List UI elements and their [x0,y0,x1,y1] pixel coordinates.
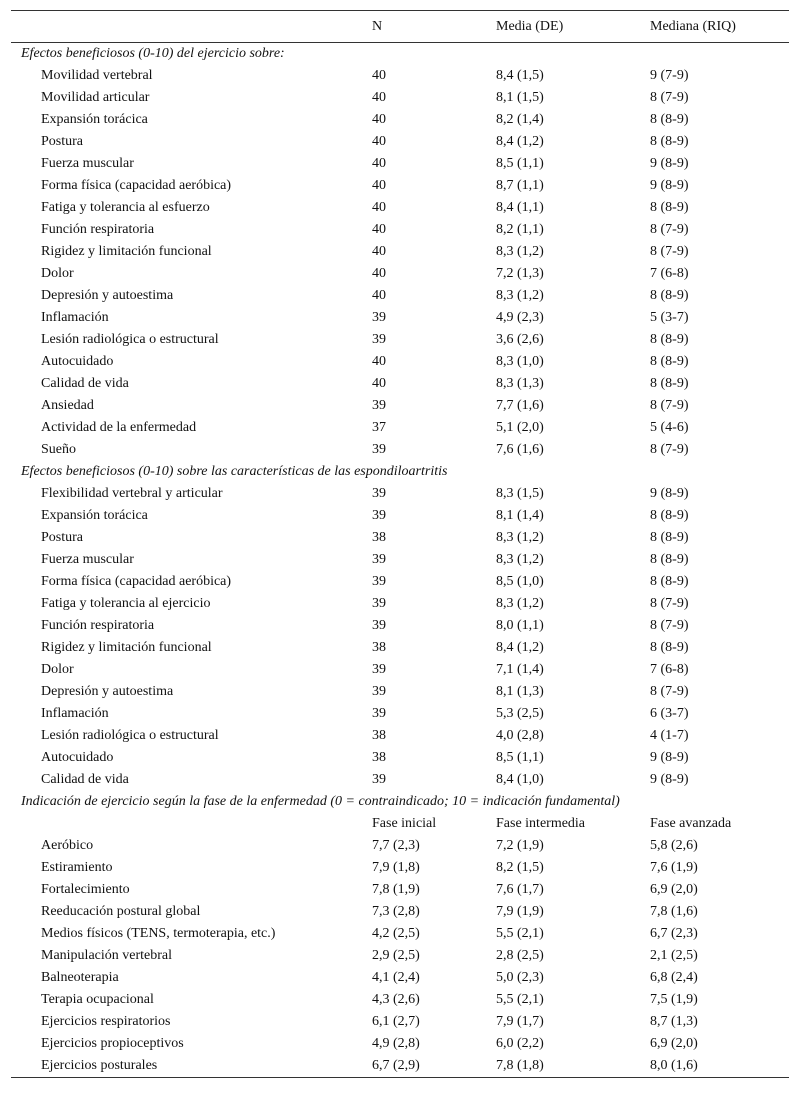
cell-col-2: 8,3 (1,2) [496,552,544,567]
cell-col-2: 4,0 (2,8) [496,728,544,743]
table-row [11,989,789,1011]
table-row [11,65,789,87]
row-label: Forma física (capacidad aeróbica) [41,574,232,589]
row-label: Calidad de vida [41,772,129,787]
cell-col-2: 6,0 (2,2) [496,1036,544,1051]
table-row [11,307,789,329]
cell-col-1: 40 [372,200,386,215]
cell-col-1: 40 [372,156,386,171]
cell-col-1: 39 [372,596,386,611]
cell-col-1: 39 [372,552,386,567]
cell-col-1: 4,9 (2,8) [372,1036,420,1051]
cell-col-2: 8,1 (1,4) [496,508,544,523]
table-row [11,395,789,417]
row-label: Estiramiento [41,860,113,875]
cell-col-2: 8,0 (1,1) [496,618,544,633]
cell-col-2: 8,4 (1,2) [496,134,544,149]
cell-col-2: 8,3 (1,0) [496,354,544,369]
cell-col-1: 40 [372,178,386,193]
cell-col-2: 7,7 (1,6) [496,398,544,413]
cell-col-3: 8 (8-9) [650,332,689,347]
row-label: Inflamación [41,706,109,721]
cell-col-1: 39 [372,442,386,457]
cell-col-3: 8 (7-9) [650,222,689,237]
row-label: Ejercicios posturales [11,1055,362,1078]
cell-col-3: 8 (8-9) [650,376,689,391]
cell-col-1: 6,7 (2,9) [362,1055,486,1078]
table-row [11,197,789,219]
cell-col-3: 8 (8-9) [650,552,689,567]
cell-col-3: 8 (8-9) [650,354,689,369]
data-table [11,10,789,1078]
cell-col-3: 8 (8-9) [650,112,689,127]
cell-col-3: 7,5 (1,9) [650,992,698,1007]
row-label: Movilidad vertebral [41,68,153,83]
cell-col-3: 7 (6-8) [650,662,689,677]
table-row [11,527,789,549]
cell-col-2: 8,1 (1,3) [496,684,544,699]
cell-col-1: 40 [372,266,386,281]
cell-col-1: 6,1 (2,7) [372,1014,420,1029]
section-title: Efectos beneficiosos (0-10) del ejercicio sobre: [21,46,285,61]
cell-col-3: 8 (8-9) [650,640,689,655]
phase-subheader-row [11,813,789,835]
section-title: Efectos beneficiosos (0-10) sobre las características de las espondiloartritis [21,464,448,479]
cell-col-2: 8,2 (1,4) [496,112,544,127]
cell-col-1: 39 [372,508,386,523]
table-row [11,1033,789,1055]
row-label: Sueño [41,442,76,457]
row-label: Dolor [41,662,74,677]
cell-col-2: 7,9 (1,7) [496,1014,544,1029]
cell-col-3: 8 (8-9) [650,508,689,523]
table-row [11,659,789,681]
cell-col-2: 7,8 (1,8) [486,1055,640,1078]
cell-col-2: 8,3 (1,2) [496,596,544,611]
cell-col-1: 2,9 (2,5) [372,948,420,963]
table-row [11,835,789,857]
row-label: Calidad de vida [41,376,129,391]
cell-col-2: 7,2 (1,3) [496,266,544,281]
row-label: Función respiratoria [41,618,155,633]
cell-col-2: 8,4 (1,1) [496,200,544,215]
cell-col-3: 6,9 (2,0) [650,882,698,897]
cell-col-3: 8 (8-9) [650,134,689,149]
cell-col-1: 4,3 (2,6) [372,992,420,1007]
section-title: Indicación de ejercicio según la fase de la enfermedad (0 = contraindicado; 10 = indicación fundamental) [21,794,620,809]
table-row [11,285,789,307]
cell-col-2: 8,5 (1,0) [496,574,544,589]
table-row [11,505,789,527]
table-row [11,329,789,351]
row-label: Postura [41,134,83,149]
cell-col-2: 7,1 (1,4) [496,662,544,677]
cell-col-2: 7,6 (1,6) [496,442,544,457]
cell-col-3: 8 (8-9) [650,530,689,545]
header-cell-median: Mediana (RIQ) [640,11,789,43]
row-label [11,813,362,835]
table-row [11,593,789,615]
cell-col-1: 39 [372,684,386,699]
table-row [11,153,789,175]
row-label: Depresión y autoestima [41,684,174,699]
table-row [11,175,789,197]
cell-col-1: 39 [372,772,386,787]
cell-col-2: 5,5 (2,1) [496,926,544,941]
cell-col-1: 39 [372,574,386,589]
cell-col-1: 37 [372,420,386,435]
cell-col-1: 40 [372,354,386,369]
cell-col-1: 39 [372,662,386,677]
cell-col-2: 8,4 (1,0) [496,772,544,787]
row-label: Dolor [41,266,74,281]
cell-col-3: 9 (8-9) [650,772,689,787]
cell-col-2: 8,4 (1,2) [496,640,544,655]
section-header-row [11,461,789,483]
cell-col-3: 5 (4-6) [650,420,689,435]
cell-col-2: 7,2 (1,9) [496,838,544,853]
cell-col-2: 5,0 (2,3) [496,970,544,985]
cell-col-1: 7,9 (1,8) [372,860,420,875]
row-label: Inflamación [41,310,109,325]
cell-col-3: 8 (7-9) [650,442,689,457]
cell-col-3: 7,8 (1,6) [650,904,698,919]
row-label: Función respiratoria [41,222,155,237]
table-row [11,571,789,593]
cell-col-3: 6,7 (2,3) [650,926,698,941]
cell-col-2: 7,6 (1,7) [496,882,544,897]
cell-col-3: 5 (3-7) [650,310,689,325]
cell-col-1: 39 [372,310,386,325]
cell-col-3: 8,0 (1,6) [640,1055,789,1078]
header-cell-n: N [362,11,486,43]
table-row [11,945,789,967]
cell-col-1: 4,2 (2,5) [372,926,420,941]
cell-col-1: 4,1 (2,4) [372,970,420,985]
table-row [11,417,789,439]
table-row [11,923,789,945]
cell-col-2: 8,1 (1,5) [496,90,544,105]
table-row [11,615,789,637]
cell-col-1: 40 [372,90,386,105]
table-row [11,637,789,659]
cell-col-2: 7,9 (1,9) [496,904,544,919]
cell-col-1: Fase inicial [372,816,437,831]
cell-col-3: 6,8 (2,4) [650,970,698,985]
cell-col-3: 8 (7-9) [650,244,689,259]
cell-col-2: 4,9 (2,3) [496,310,544,325]
row-label: Fuerza muscular [41,552,134,567]
cell-col-2: 8,3 (1,3) [496,376,544,391]
cell-col-1: 38 [372,728,386,743]
table-row [11,351,789,373]
cell-col-1: 7,3 (2,8) [372,904,420,919]
row-label: Fortalecimiento [41,882,130,897]
cell-col-3: 8 (8-9) [650,288,689,303]
section-header-row [11,791,789,813]
cell-col-2: 8,5 (1,1) [496,156,544,171]
cell-col-2: 8,4 (1,5) [496,68,544,83]
cell-col-2: 5,5 (2,1) [496,992,544,1007]
row-label: Postura [41,530,83,545]
header-row [11,11,789,43]
cell-col-3: 8 (7-9) [650,90,689,105]
row-label: Expansión torácica [41,508,148,523]
cell-col-1: 7,7 (2,3) [372,838,420,853]
table-row [11,857,789,879]
cell-col-3: 8 (8-9) [650,574,689,589]
cell-col-3: 7 (6-8) [650,266,689,281]
cell-col-1: 39 [372,618,386,633]
header-cell-label [11,11,362,43]
row-label: Fatiga y tolerancia al esfuerzo [41,200,210,215]
table-row [11,967,789,989]
table-row [11,483,789,505]
cell-col-1: 40 [372,112,386,127]
cell-col-2: 5,3 (2,5) [496,706,544,721]
cell-col-1: 39 [372,706,386,721]
cell-col-2: 8,2 (1,1) [496,222,544,237]
table-row [11,747,789,769]
cell-col-2: 8,2 (1,5) [496,860,544,875]
row-label: Flexibilidad vertebral y articular [41,486,223,501]
table-row [11,901,789,923]
row-label: Reeducación postural global [41,904,201,919]
cell-col-3: 8 (7-9) [650,618,689,633]
row-label: Manipulación vertebral [41,948,173,963]
cell-col-2: 8,3 (1,2) [496,244,544,259]
row-label: Terapia ocupacional [41,992,154,1007]
cell-col-3: 7,6 (1,9) [650,860,698,875]
table-row [11,263,789,285]
cell-col-3: 9 (8-9) [650,156,689,171]
table-row [11,219,789,241]
cell-col-2: 8,3 (1,5) [496,486,544,501]
table-row [11,87,789,109]
row-label: Rigidez y limitación funcional [41,244,212,259]
cell-col-3: 8 (7-9) [650,398,689,413]
row-label: Fatiga y tolerancia al ejercicio [41,596,211,611]
cell-col-3: 9 (8-9) [650,486,689,501]
table-row [11,725,789,747]
section-header-row [11,43,789,66]
row-label: Ejercicios propioceptivos [41,1036,184,1051]
row-label: Ejercicios respiratorios [41,1014,171,1029]
table-row [11,131,789,153]
row-label: Fuerza muscular [41,156,134,171]
table-row [11,1055,789,1078]
table-row [11,703,789,725]
row-label: Autocuidado [41,354,114,369]
row-label: Forma física (capacidad aeróbica) [41,178,232,193]
cell-col-2: 2,8 (2,5) [496,948,544,963]
cell-col-3: 6 (3-7) [650,706,689,721]
cell-col-3: 8 (7-9) [650,684,689,699]
cell-col-1: 39 [372,398,386,413]
row-label: Medios físicos (TENS, termoterapia, etc.) [41,926,276,941]
cell-col-2: 3,6 (2,6) [496,332,544,347]
cell-col-1: 7,8 (1,9) [372,882,420,897]
cell-col-3: 8,7 (1,3) [650,1014,698,1029]
cell-col-2: 8,5 (1,1) [496,750,544,765]
cell-col-1: 38 [372,640,386,655]
row-label: Actividad de la enfermedad [41,420,197,435]
cell-col-2: Fase intermedia [496,816,586,831]
row-label: Lesión radiológica o estructural [41,728,219,743]
cell-col-1: 40 [372,376,386,391]
row-label: Balneoterapia [41,970,119,985]
table-row [11,373,789,395]
table-row [11,1011,789,1033]
cell-col-3: 9 (7-9) [650,68,689,83]
row-label: Rigidez y limitación funcional [41,640,212,655]
cell-col-1: 40 [372,288,386,303]
cell-col-3: 5,8 (2,6) [650,838,698,853]
cell-col-1: 40 [372,222,386,237]
row-label: Depresión y autoestima [41,288,174,303]
cell-col-1: 39 [372,486,386,501]
table-row [11,769,789,791]
cell-col-3: 6,9 (2,0) [650,1036,698,1051]
table-row [11,439,789,461]
row-label: Expansión torácica [41,112,148,127]
cell-col-3: 9 (8-9) [650,178,689,193]
row-label: Ansiedad [41,398,94,413]
cell-col-3: 8 (7-9) [650,596,689,611]
cell-col-3: Fase avanzada [650,816,732,831]
cell-col-1: 38 [372,530,386,545]
cell-col-3: 4 (1-7) [650,728,689,743]
row-label: Autocuidado [41,750,114,765]
table-row [11,879,789,901]
table-row [11,241,789,263]
cell-col-1: 40 [372,244,386,259]
cell-col-1: 40 [372,134,386,149]
cell-col-2: 8,7 (1,1) [496,178,544,193]
table-header [11,11,789,43]
cell-col-1: 39 [372,332,386,347]
row-label: Lesión radiológica o estructural [41,332,219,347]
cell-col-2: 8,3 (1,2) [496,530,544,545]
row-label: Movilidad articular [41,90,150,105]
header-cell-mean: Media (DE) [486,11,640,43]
table-row [11,109,789,131]
table-body [11,43,789,1078]
row-label: Aeróbico [41,838,94,853]
cell-col-3: 9 (8-9) [650,750,689,765]
table-row [11,681,789,703]
cell-col-3: 8 (8-9) [650,200,689,215]
cell-col-2: 5,1 (2,0) [496,420,544,435]
cell-col-1: 38 [372,750,386,765]
cell-col-2: 8,3 (1,2) [496,288,544,303]
cell-col-3: 2,1 (2,5) [650,948,698,963]
table-row [11,549,789,571]
cell-col-1: 40 [372,68,386,83]
